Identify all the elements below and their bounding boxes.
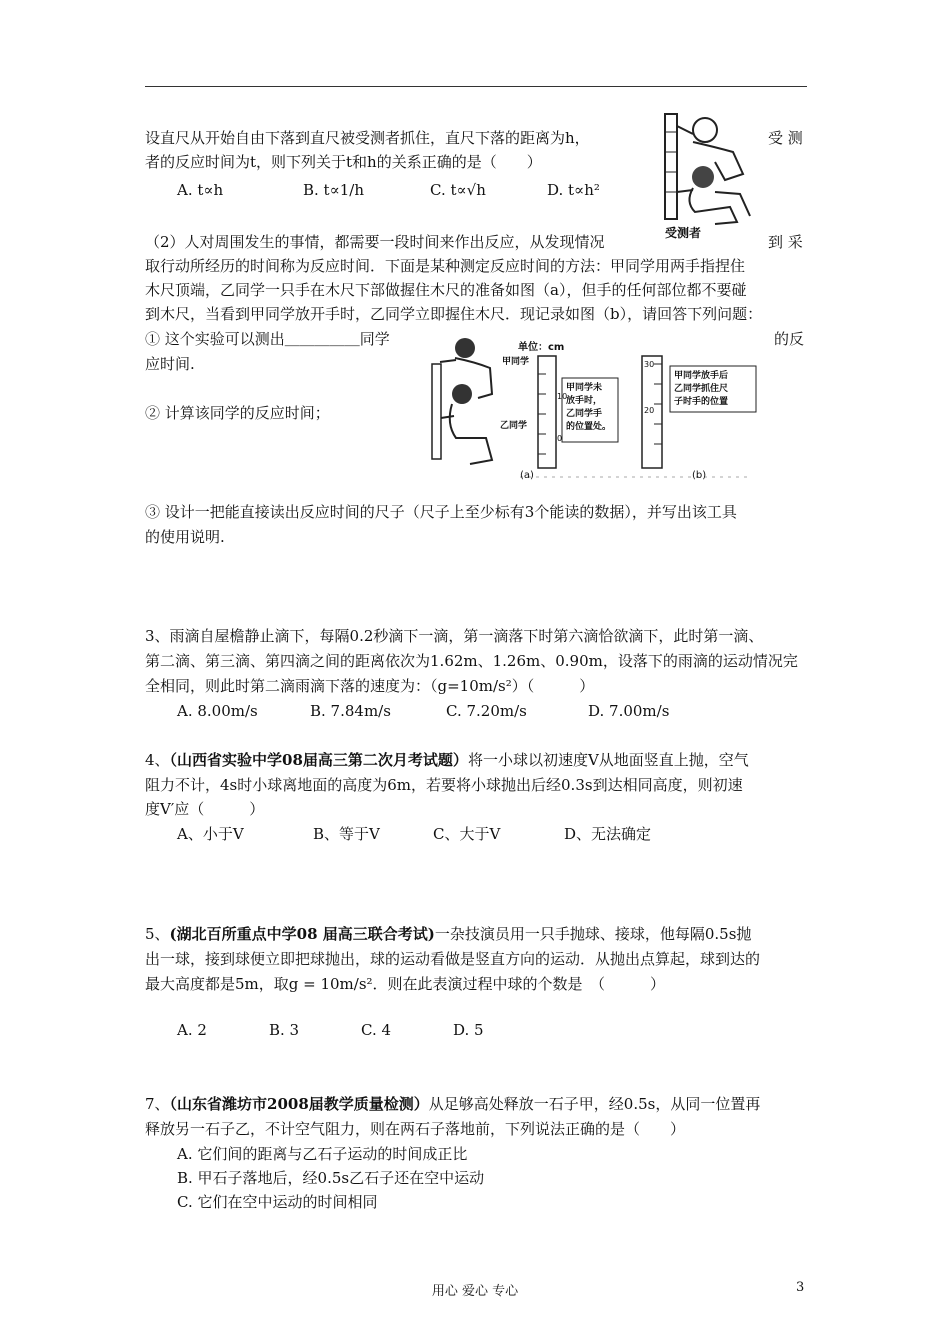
q7-option-c: C. 它们在空中运动的时间相同	[177, 1193, 378, 1211]
note-a	[566, 382, 611, 434]
q2-option-b: B. t∝1/h	[303, 181, 364, 199]
q4-line3: 度V′应（ ）	[145, 800, 265, 818]
page-number: 3	[796, 1280, 805, 1295]
q2p2-line2: 取行动所经历的时间称为反应时间．下面是某种测定反应时间的方法：甲同学用两手指捏住	[145, 257, 746, 275]
tick-a-0: 0	[557, 434, 563, 443]
note-b-line: 子时手的位置	[674, 397, 729, 407]
q5-option-c: C. 4	[361, 1021, 392, 1039]
q2p2-sub1: ① 这个实验可以测出＿＿＿＿＿同学	[145, 330, 390, 348]
q4-source: （山西省实验中学08届高三第二次月考试题）	[169, 751, 468, 769]
q2p2-sub1-right: 的反	[774, 330, 805, 348]
tick-b-20: 20	[644, 406, 655, 415]
q3-option-c: C. 7.20m/s	[446, 702, 527, 720]
jia-label: 甲同学	[502, 357, 530, 367]
note-a-line: 放手时，	[566, 396, 603, 406]
tick-a-10: 10	[557, 392, 568, 401]
q4-line2: 阻力不计，4s时小球离地面的高度为6m，若要将小球抛出后经0.3s到达相同高度，则初速	[145, 776, 743, 794]
q2p2-sub3-line1: ③ 设计一把能直接读出反应时间的尺子（尺子上至少标有3个能读的数据），并写出该工具	[145, 503, 737, 521]
q4-option-d: D、无法确定	[564, 825, 652, 843]
yi-label: 乙同学	[500, 421, 528, 431]
tester-caption: 受测者	[665, 226, 702, 240]
note-a-line: 甲同学未	[566, 383, 603, 393]
q2-option-a: A. t∝h	[177, 181, 224, 199]
q2p2-line1-right: 到 采	[768, 233, 803, 251]
note-a-line: 的位置处。	[566, 422, 612, 432]
q5-line2: 出一球，接到球便立即把球抛出，球的运动看做是竖直方向的运动．从抛出点算起，球到达的	[145, 950, 761, 968]
q7-line1	[145, 1094, 760, 1114]
q2-intro-line1-right: 受 测	[768, 129, 803, 147]
q5-option-d: D. 5	[453, 1021, 484, 1039]
q5-source: (湖北百所重点中学08 届高三联合考试)	[169, 925, 435, 943]
q7-line1-rest: 从足够高处释放一石子甲，经0.5s，从同一位置再	[428, 1095, 761, 1113]
label-a: (a)	[520, 470, 534, 481]
q7-line2: 释放另一石子乙，不计空气阻力，则在两石子落地前，下列说法正确的是（ ）	[145, 1120, 686, 1138]
q2-intro-line1: 设直尺从开始自由下落到直尺被受测者抓住，直尺下落的距离为h，	[145, 129, 590, 147]
tester-illustration	[655, 112, 755, 242]
note-a-line: 乙同学手	[566, 409, 603, 419]
figure-tester	[655, 112, 755, 242]
unit-label: 单位：cm	[518, 342, 565, 353]
q5-line1	[145, 924, 751, 944]
note-b-line: 乙同学抓住尺	[674, 384, 729, 394]
q4-line1	[145, 750, 749, 770]
q2-option-d: D. t∝h²	[547, 181, 600, 199]
q4-number: 4、	[145, 751, 170, 769]
q2p2-sub1-cont: 应时间.	[145, 355, 195, 373]
q7-option-b: B. 甲石子落地后，经0.5s乙石子还在空中运动	[177, 1169, 485, 1187]
q2p2-sub3-line2: 的使用说明.	[145, 528, 225, 546]
q5-option-a: A. 2	[177, 1021, 207, 1039]
label-b: (b)	[692, 470, 707, 481]
note-b-line: 甲同学放手后	[674, 371, 729, 381]
q3-line3: 全相同，则此时第二滴雨滴下落的速度为：（g=10m/s²）（ ）	[145, 677, 595, 695]
q7-source: （山东省潍坊市2008届教学质量检测）	[169, 1095, 429, 1113]
q5-number: 5、	[145, 925, 170, 943]
q7-option-a: A. 它们间的距离与乙石子运动的时间成正比	[177, 1145, 468, 1163]
q3-option-a: A. 8.00m/s	[177, 702, 258, 720]
q4-option-c: C、大于V	[433, 825, 501, 843]
q2-intro-line2: 者的反应时间为t，则下列关于t和h的关系正确的是（ ）	[145, 153, 542, 171]
q3-line2: 第二滴、第三滴、第四滴之间的距离依次为1.62m、1.26m、0.90m，设落下的雨滴的运动情况完	[145, 652, 798, 670]
q2p2-sub2: ② 计算该同学的反应时间；	[145, 404, 330, 422]
q5-line1-rest: 一杂技演员用一只手抛球、接球，他每隔0.5s抛	[434, 925, 752, 943]
q3-option-d: D. 7.00m/s	[588, 702, 670, 720]
note-b	[674, 370, 728, 409]
q3-line1: 3、雨滴自屋檐静止滴下，每隔0.2秒滴下一滴，第一滴落下时第六滴恰欲滴下，此时第一滴、	[145, 627, 764, 645]
page-footer: 用心 爱心 专心	[431, 1284, 519, 1299]
q5-option-b: B. 3	[269, 1021, 300, 1039]
q2p2-line1: （2）人对周围发生的事情，都需要一段时间来作出反应，从发现情况	[145, 233, 605, 251]
figure-reaction-test	[420, 334, 770, 486]
q4-option-b: B、等于V	[313, 825, 380, 843]
q3-option-b: B. 7.84m/s	[310, 702, 391, 720]
q2-option-c: C. t∝√h	[430, 181, 486, 199]
q4-option-a: A、小于V	[177, 825, 244, 843]
q2p2-line4: 到木尺，当看到甲同学放开手时，乙同学立即握住木尺．现记录如图（b），请回答下列问题：	[145, 305, 763, 323]
header-rule	[145, 86, 807, 87]
tick-b-30: 30	[644, 360, 655, 369]
q5-line3: 最大高度都是5m，取g = 10m/s²．则在此表演过程中球的个数是 （ ）	[145, 975, 666, 993]
q7-number: 7、	[145, 1095, 170, 1113]
q2p2-line3: 木尺顶端，乙同学一只手在木尺下部做握住木尺的准备如图（a），但手的任何部位都不要碰	[145, 281, 747, 299]
q4-line1-rest: 将一小球以初速度V从地面竖直上抛，空气	[467, 751, 749, 769]
